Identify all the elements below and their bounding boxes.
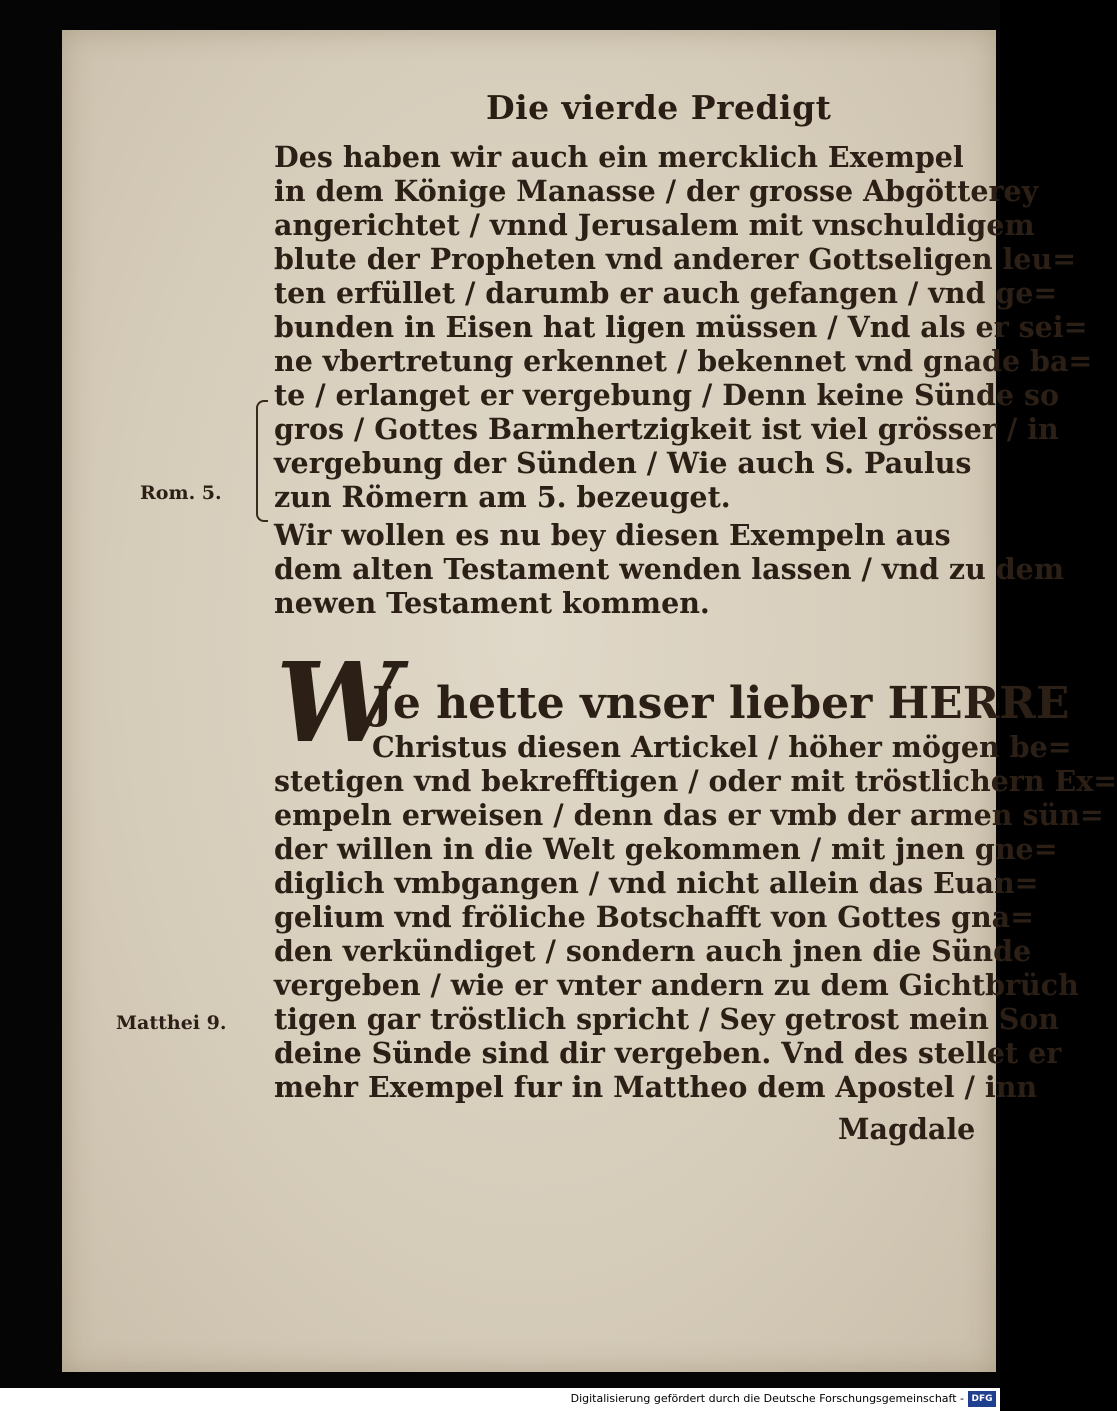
dfg-logo[interactable]: DFG [968, 1391, 996, 1407]
text-line: zun Römern am 5. bezeuget. [274, 480, 731, 514]
text-line: blute der Propheten vnd anderer Gottseligen leu= [274, 242, 1077, 276]
text-line: dem alten Testament wenden lassen / vnd zu dem [274, 552, 1064, 586]
catchword: Magdale [838, 1112, 976, 1146]
section-opening: Je hette vnser lieber HERRE [372, 678, 1070, 729]
margin-note-matth: Matthei 9. [116, 1012, 227, 1034]
paragraph-2 [274, 518, 1064, 620]
text-line: empeln erweisen / denn das er vmb der armen sün= [274, 798, 1104, 832]
text-line: Wir wollen es nu bey diesen Exempeln aus [274, 518, 951, 552]
paragraph-1 [274, 140, 1092, 514]
footer-bar [0, 1388, 1000, 1411]
text-line: den verkündiget / sondern auch jnen die Sünde [274, 934, 1032, 968]
decorated-initial: W [276, 638, 400, 767]
text-line: tigen gar tröstlich spricht / Sey getrost mein Son [274, 1002, 1060, 1036]
text-line: deine Sünde sind dir vergeben. Vnd des stellet er [274, 1036, 1062, 1070]
text-line: stetigen vnd bekrefftigen / oder mit tröstlichern Ex= [274, 764, 1117, 798]
text-line: in dem Könige Manasse / der grosse Abgötterey [274, 174, 1039, 208]
text-line: vergeben / wie er vnter andern zu dem Gichtbrüch [274, 968, 1079, 1002]
text-line: Christus diesen Artickel / höher mögen be= [372, 730, 1072, 764]
text-line: diglich vmbgangen / vnd nicht allein das Euan= [274, 866, 1039, 900]
funding-credit: Digitalisierung gefördert durch die Deutsche Forschungsgemeinschaft - [570, 1392, 964, 1405]
margin-brace [256, 400, 268, 522]
margin-note-rom: Rom. 5. [140, 482, 222, 504]
text-line: mehr Exempel fur in Mattheo dem Apostel / inn [274, 1070, 1038, 1104]
text-line: ten erfüllet / darumb er auch gefangen / vnd ge= [274, 276, 1058, 310]
text-line: bunden in Eisen hat ligen müssen / Vnd als er sei= [274, 310, 1088, 344]
text-line: newen Testament kommen. [274, 586, 710, 620]
text-line: Des haben wir auch ein mercklich Exempel [274, 140, 964, 174]
paragraph-3 [274, 730, 1117, 1104]
text-line: te / erlanget er vergebung / Denn keine Sünde so [274, 378, 1060, 412]
text-line: gelium vnd fröliche Botschafft von Gottes gna= [274, 900, 1035, 934]
text-line: ne vbertretung erkennet / bekennet vnd gnade ba= [274, 344, 1093, 378]
book-page [62, 30, 1117, 1372]
running-header: Die vierde Predigt [486, 88, 832, 127]
text-line: der willen in die Welt gekommen / mit jnen gne= [274, 832, 1058, 866]
text-line: vergebung der Sünden / Wie auch S. Paulus [274, 446, 972, 480]
text-line: angerichtet / vnnd Jerusalem mit vnschuldigem [274, 208, 1035, 242]
text-line: gros / Gottes Barmhertzigkeit ist viel grösser / in [274, 412, 1059, 446]
